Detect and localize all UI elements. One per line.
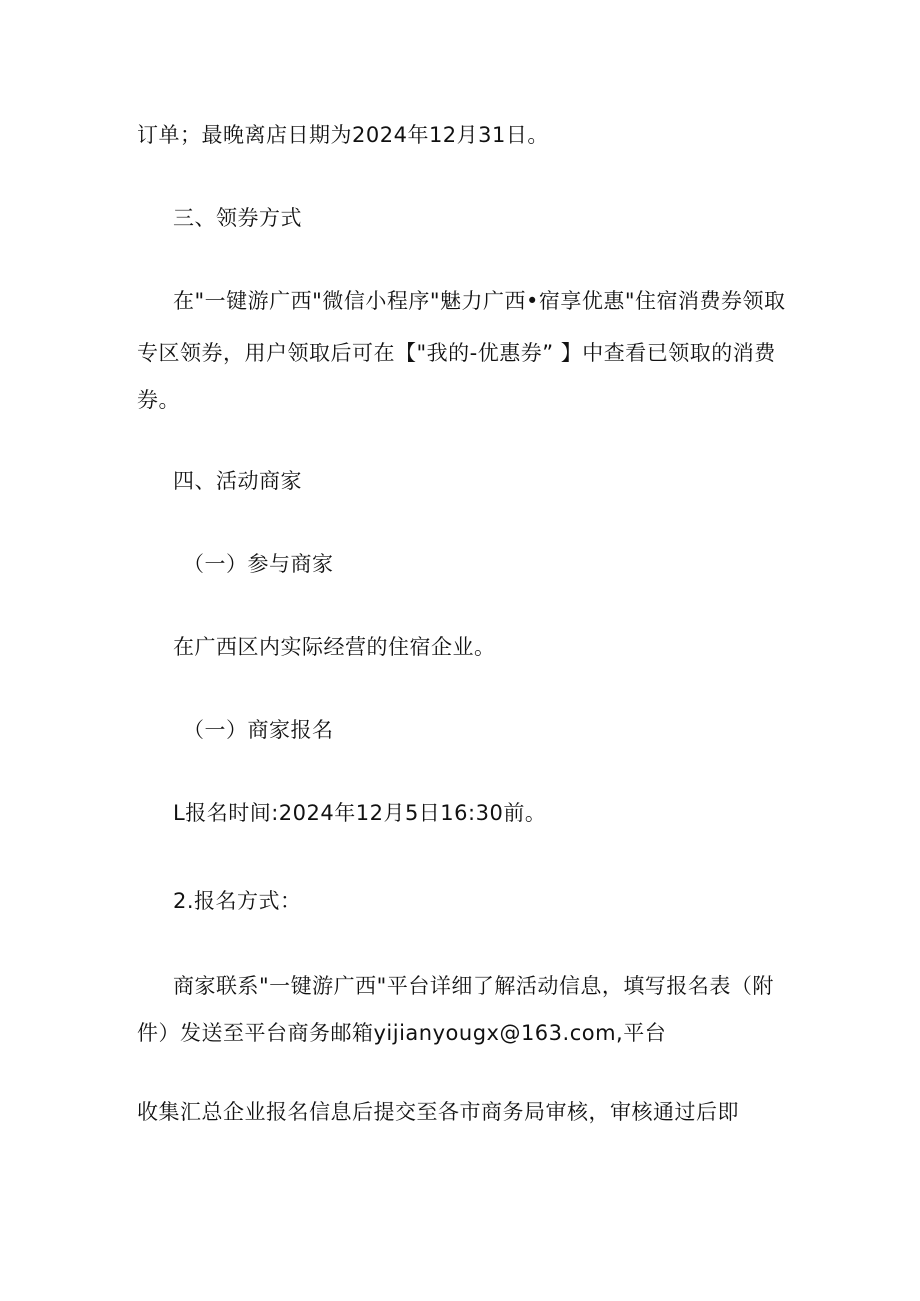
paragraph-line-registration-method: 2.报名方式： — [173, 889, 302, 913]
paragraph-line-registration-time: L报名时间:2024年12月5日16:30前。 — [173, 801, 547, 825]
paragraph-line-coupon-3: 券。 — [137, 388, 180, 412]
section-heading-coupon-method: 三、领券方式 — [173, 206, 302, 230]
paragraph-line-contact-1: 商家联系"一键游广西"平台详细了解活动信息，填写报名表（附 — [173, 974, 774, 998]
paragraph-line-contact-2: 件）发送至平台商务邮箱yijianyougx@163.com,平台 — [137, 1021, 667, 1045]
paragraph-line-order-deadline: 订单；最晚离店日期为2024年12月31日。 — [137, 123, 549, 147]
section-heading-merchants: 四、活动商家 — [173, 469, 302, 493]
paragraph-line-coupon-2: 专区领券，用户领取后可在【"我的-优惠券” 】中查看已领取的消费 — [137, 341, 776, 365]
subsection-heading-participants: （一）参与商家 — [183, 552, 334, 576]
paragraph-line-contact-3: 收集汇总企业报名信息后提交至各市商务局审核，审核通过后即 — [137, 1100, 739, 1124]
paragraph-line-participants: 在广西区内实际经营的住宿企业。 — [173, 635, 496, 659]
subsection-heading-registration: （一）商家报名 — [183, 718, 334, 742]
paragraph-line-coupon-1: 在"一键游广西"微信小程序"魅力广西•宿享优惠"住宿消费券领取 — [173, 289, 786, 313]
